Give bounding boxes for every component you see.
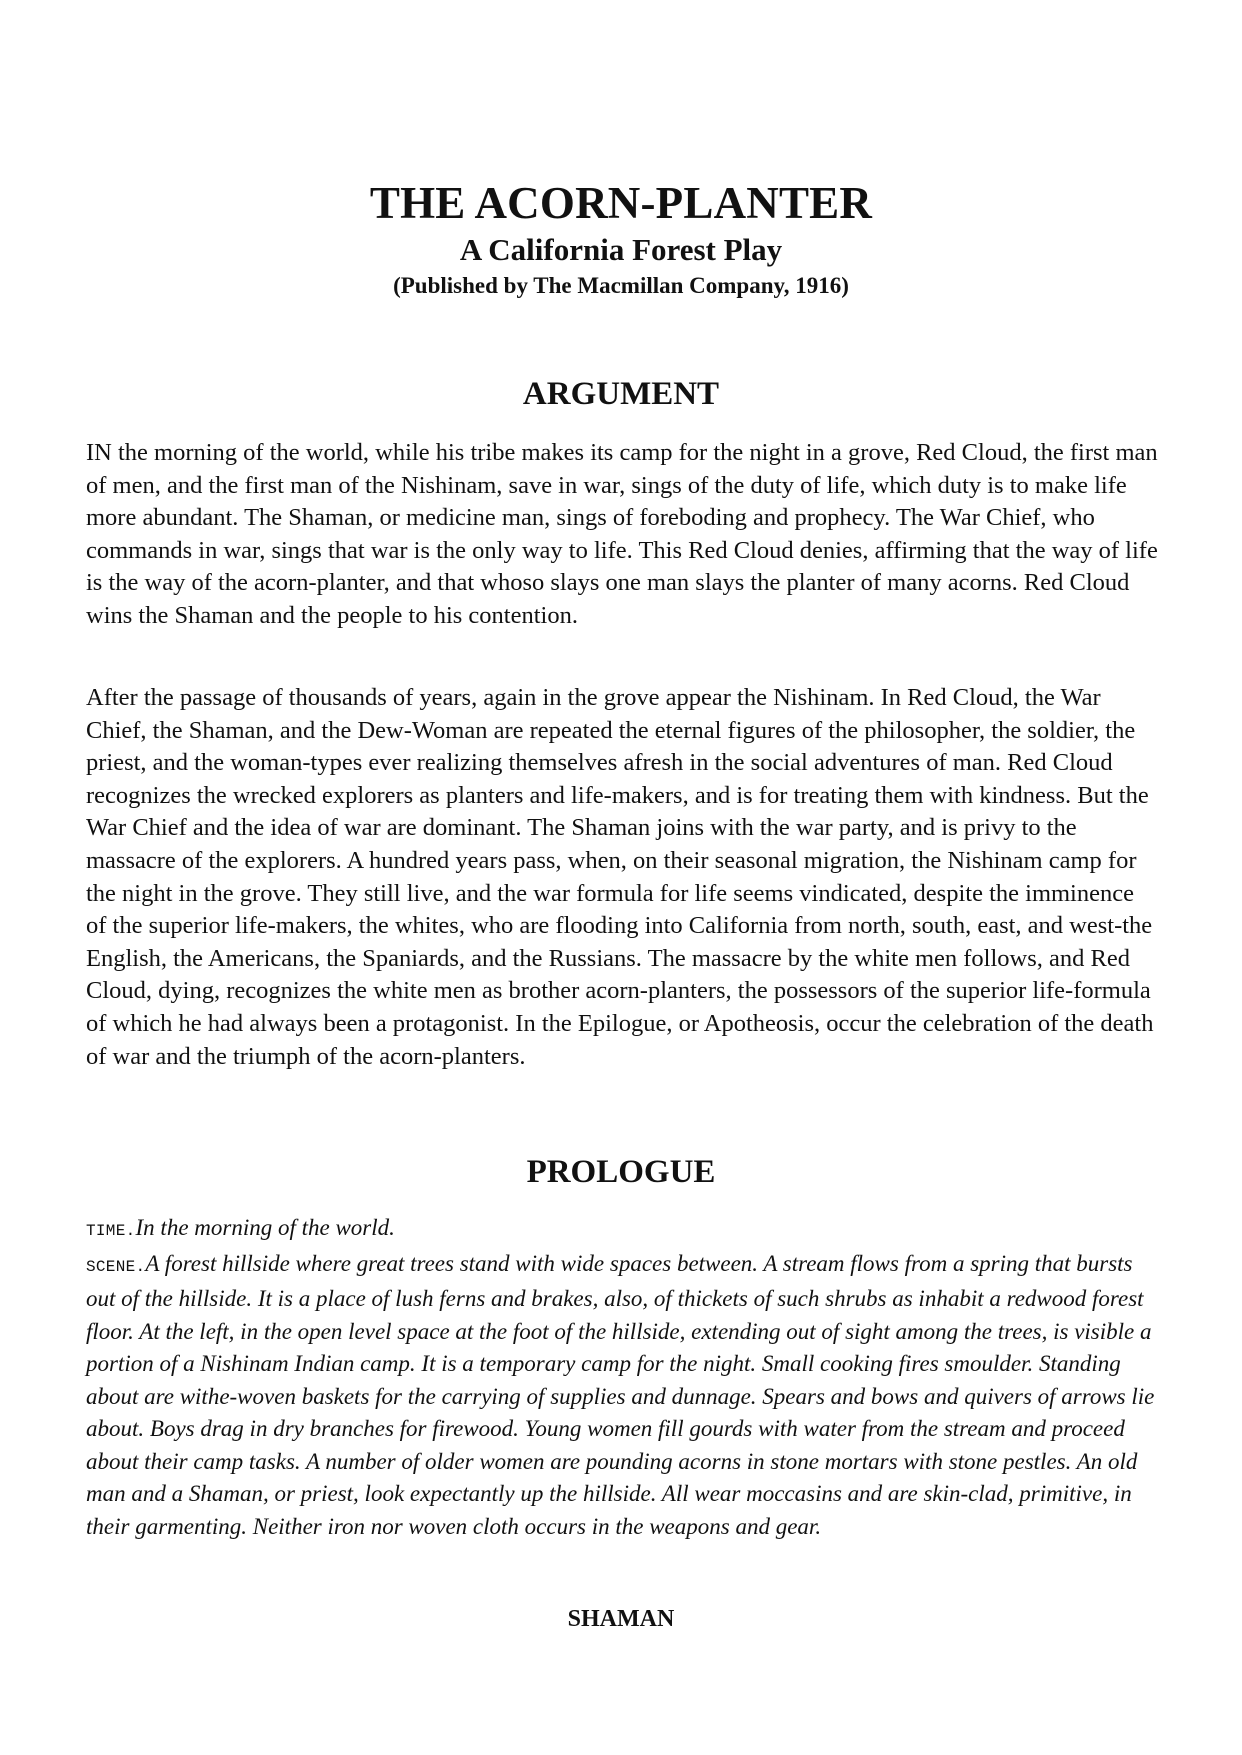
argument-paragraph: IN the morning of the world, while his tribe makes its camp for the night in a grove, Red Cloud, the first man of men, and the first man of the Nishinam, save in war, sings of the duty of life, which duty is to make life more abundant. The Shaman, or medicine man, sings of foreboding and prophecy. The War Chief, who commands in war, sings that war is the only way to life. This Red Cloud denies, affirming that the way of life is the way of the acorn-planter, and that whoso slays one man slays the planter of many acorns. Red Cloud wins the Shaman and the people to his contention. (86, 439, 1158, 629)
scene-text: A forest hillside where great trees stand with wide spaces between. A stream flows from a spring that bursts out of the hillside. It is a place of lush ferns and brakes, also, of thickets of such shrubs as inhabit a redwood forest floor. At the left, in the open level space at the foot of the hillside, extending out of sight among the trees, is visible a portion of a Nishinam Indian camp. It is a temporary camp for the night. Small cooking fires smoulder. Standing about are withe-woven baskets for the carrying of supplies and dunnage. Spears and bows and quivers of arrows lie about. Boys drag in dry branches for firewood. Young women fill gourds with water from the stream and proceed about their camp tasks. A number of older women are pounding acorns in stone mortars with stone pestles. An old man and a Shaman, or priest, look expectantly up the hillside. All wear moccasins and are skin-clad, primitive, in their garmenting. Neither iron nor woven cloth occurs in the weapons and gear. (86, 1250, 1155, 1539)
time-label: TIME. (86, 1222, 136, 1240)
prologue-heading: PROLOGUE (526, 1154, 716, 1190)
argument-heading: ARGUMENT (522, 376, 720, 412)
publication-note: (Published by The Macmillan Company, 1916) (393, 273, 849, 298)
document-subtitle: A California Forest Play (459, 232, 783, 267)
document-title: THE ACORN-PLANTER (369, 178, 873, 228)
time-direction (86, 1212, 1158, 1248)
scene-direction (86, 1248, 1158, 1544)
speaker-name: SHAMAN (567, 1606, 675, 1632)
scene-label: SCENE. (86, 1257, 146, 1276)
time-text: In the morning of the world. (135, 1215, 395, 1240)
argument-paragraph: After the passage of thousands of years, again in the grove appear the Nishinam. In Red Cloud, the War Chief, the Shaman, and the Dew-Woman are repeated the eternal figures of the philosopher, the soldier, the priest, and the woman-types ever realizing themselves afresh in the social adventures of man. Red Cloud recognizes the wrecked explorers as planters and life-makers, and is for treating them with kindness. But the War Chief and the idea of war are dominant. The Shaman joins with the war party, and is privy to the massacre of the explorers. A hundred years pass, when, on their seasonal migration, the Nishinam camp for the night in the grove. They still live, and the war formula for life seems vindicated, despite the imminence of the superior life-makers, the whites, who are flooding into California from north, south, east, and west-the English, the Americans, the Spaniards, and the Russians. The massacre by the white men follows, and Red Cloud, dying, recognizes the white men as brother acorn-planters, the possessors of the superior life-formula of which he had always been a protagonist. In the Epilogue, or Apotheosis, occur the celebration of the death of war and the triumph of the acorn-planters. (86, 684, 1154, 1070)
title-block (0, 175, 1242, 303)
stage-directions (86, 1212, 1158, 1543)
